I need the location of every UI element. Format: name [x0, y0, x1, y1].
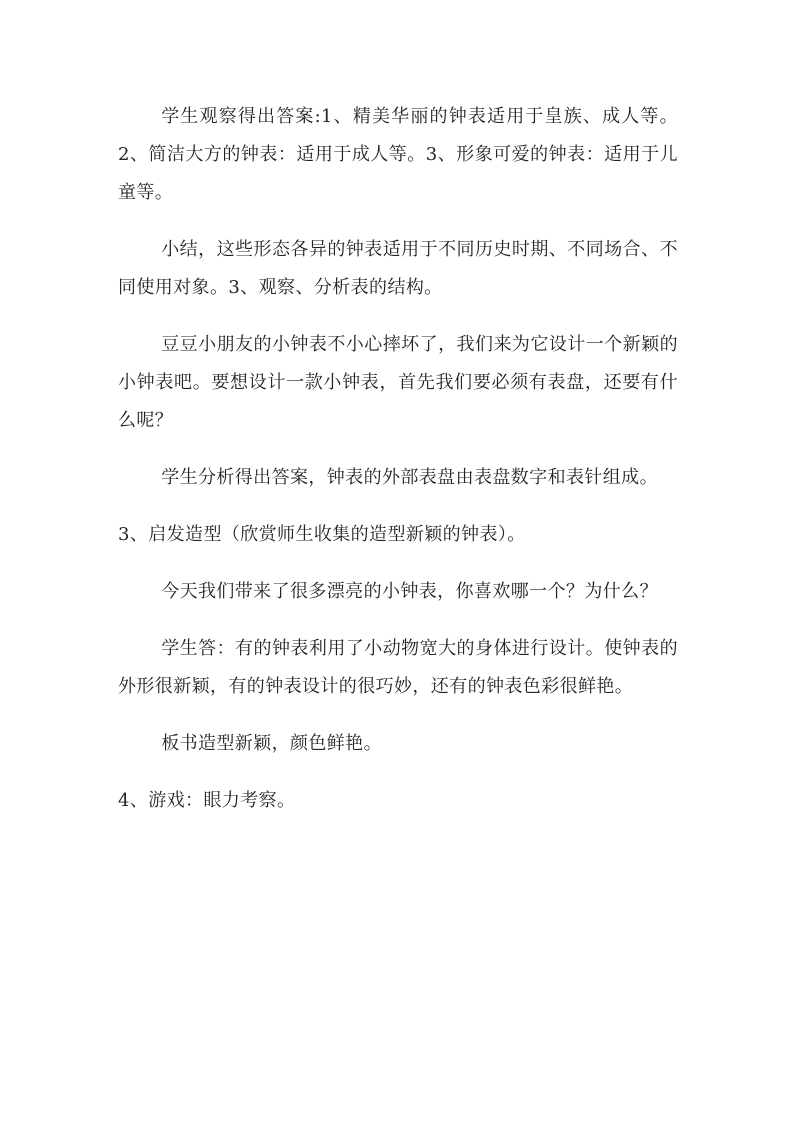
document-body: [118, 98, 678, 839]
paragraph-analysis-answer: 学生分析得出答案，钟表的外部表盘由表盘数字和表针组成。: [161, 467, 658, 488]
paragraph-observation-answer: 学生观察得出答案:1、精美华丽的钟表适用于皇族、成人等。2、简洁大方的钟表：适用于成人等。3、形象可爱的钟表：适用于儿童等。: [118, 106, 678, 203]
paragraph-question-which-clock: 今天我们带来了很多漂亮的小钟表，你喜欢哪一个？为什么？: [161, 581, 658, 602]
paragraph-student-answer: 学生答：有的钟表利用了小动物宽大的身体进行设计。使钟表的外形很新颖，有的钟表设计的很巧妙，还有的钟表色彩很鲜艳。: [118, 638, 678, 697]
paragraph-summary: 小结，这些形态各异的钟表适用于不同历史时期、不同场合、不同使用对象。3、观察、分析表的结构。: [118, 239, 678, 298]
paragraph-blackboard: 板书造型新颖，颜色鲜艳。: [161, 733, 382, 754]
paragraph-doudou-clock: 豆豆小朋友的小钟表不小心摔坏了，我们来为它设计一个新颖的小钟表吧。要想设计一款小钟表，首先我们要必须有表盘，还要有什么呢？: [118, 334, 678, 431]
section-heading-inspire-modeling: 3、启发造型（欣赏师生收集的造型新颖的钟表）。: [118, 524, 526, 545]
section-heading-game: 4、游戏：眼力考察。: [118, 790, 296, 811]
